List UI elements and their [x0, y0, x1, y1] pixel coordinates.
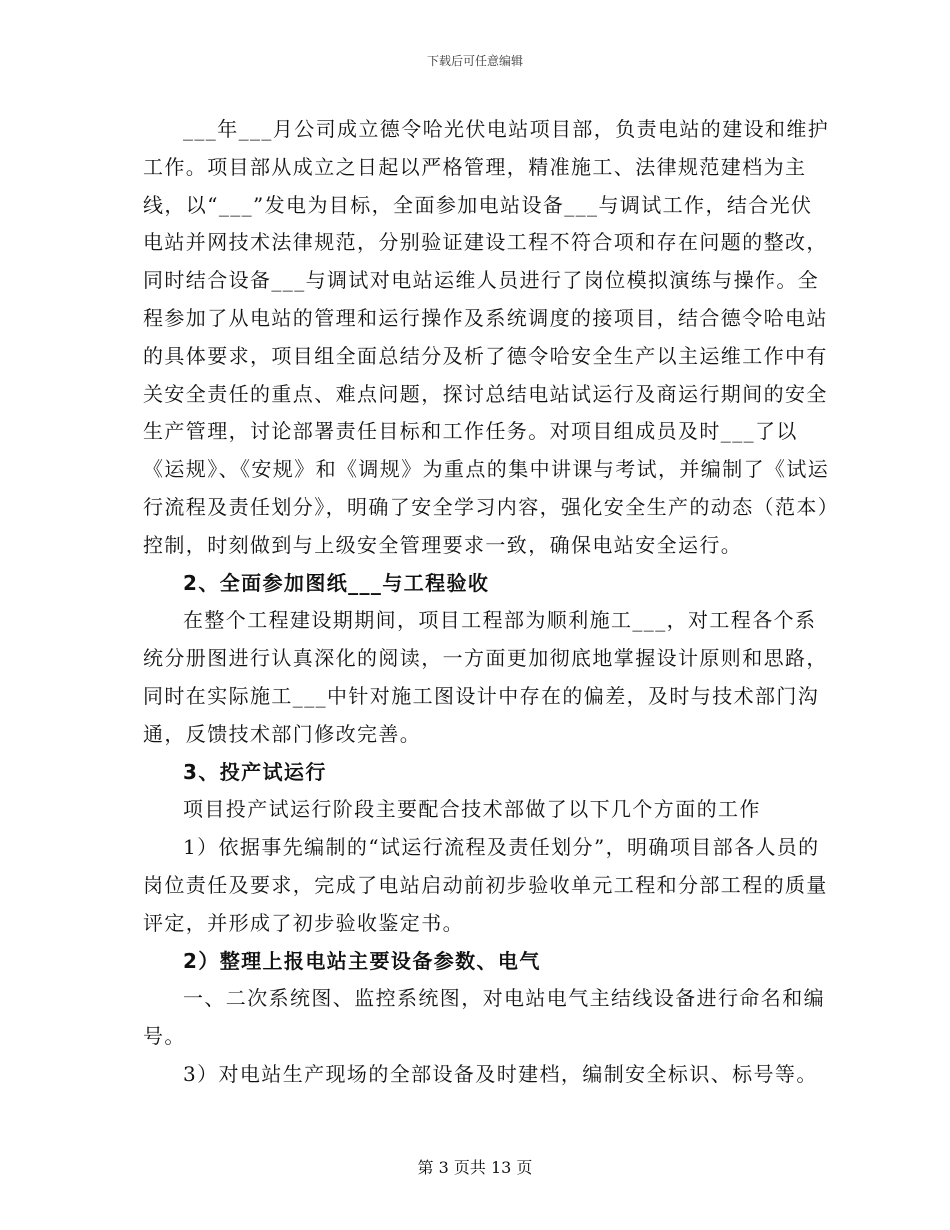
list-item-3: 3）对电站生产现场的全部设备及时建档，编制安全标识、标号等。: [183, 1061, 818, 1086]
section-heading-drawings: 2、全面参加图纸___与工程验收: [183, 570, 490, 595]
page-footer: 第 3 页共 13 页: [417, 1158, 533, 1177]
document-body: [143, 111, 833, 1094]
paragraph-trial-run-intro: 项目投产试运行阶段主要配合技术部做了以下几个方面的工作: [183, 797, 761, 822]
paragraph-project-setup: ___年___月公司成立德令哈光伏电站项目部，负责电站的建设和维护工作。项目部从成立之日起以严格管理，精准施工、法律规范建档为主线，以“___”发电为目标，全面参加电站设备___与调试工作，结合光伏电站并网技术法律规范，分别验证建设工程不符合项和存在问题的整改，同时结合设备___与调试对电站运维人员进行了岗位模拟演练与操作。全程参加了从电站的管理和运行操作及系统调度的接项目，结合德令哈电站的具体要求，项目组全面总结分及析了德令哈安全生产以主运维工作中有关安全责任的重点、难点问题，探讨总结电站试运行及商运行期间的安全生产管理，讨论部署责任目标和工作任务。对项目组成员及时___了以《运规》、《安规》和《调规》为重点的集中讲课与考试，并编制了《试运行流程及责任划分》，明确了安全学习内容，强化安全生产的动态（范本）控制，时刻做到与上级安全管理要求一致，确保电站安全运行。: [143, 117, 830, 557]
section-heading-trial-run: 3、投产试运行: [183, 759, 327, 784]
list-item-1: 1）依据事先编制的“试运行流程及责任划分”，明确项目部各人员的岗位责任及要求，完成了电站启动前初步验收单元工程和分部工程的质量评定，并形成了初步验收鉴定书。: [143, 835, 828, 935]
page-header: 下载后可任意编辑: [426, 54, 523, 68]
list-item-2-heading: 2）整理上报电站主要设备参数、电气: [183, 948, 541, 973]
paragraph-system-diagrams: 一、二次系统图、监控系统图，对电站电气主结线设备进行命名和编号。: [143, 986, 825, 1049]
paragraph-drawings: 在整个工程建设期期间，项目工程部为顺利施工___，对工程各个系统分册图进行认真深化的阅读，一方面更加彻底地掌握设计原则和思路，同时在实际施工___中针对施工图设计中存在的偏差，及时与技术部门沟通，反馈技术部门修改完善。: [143, 608, 828, 746]
